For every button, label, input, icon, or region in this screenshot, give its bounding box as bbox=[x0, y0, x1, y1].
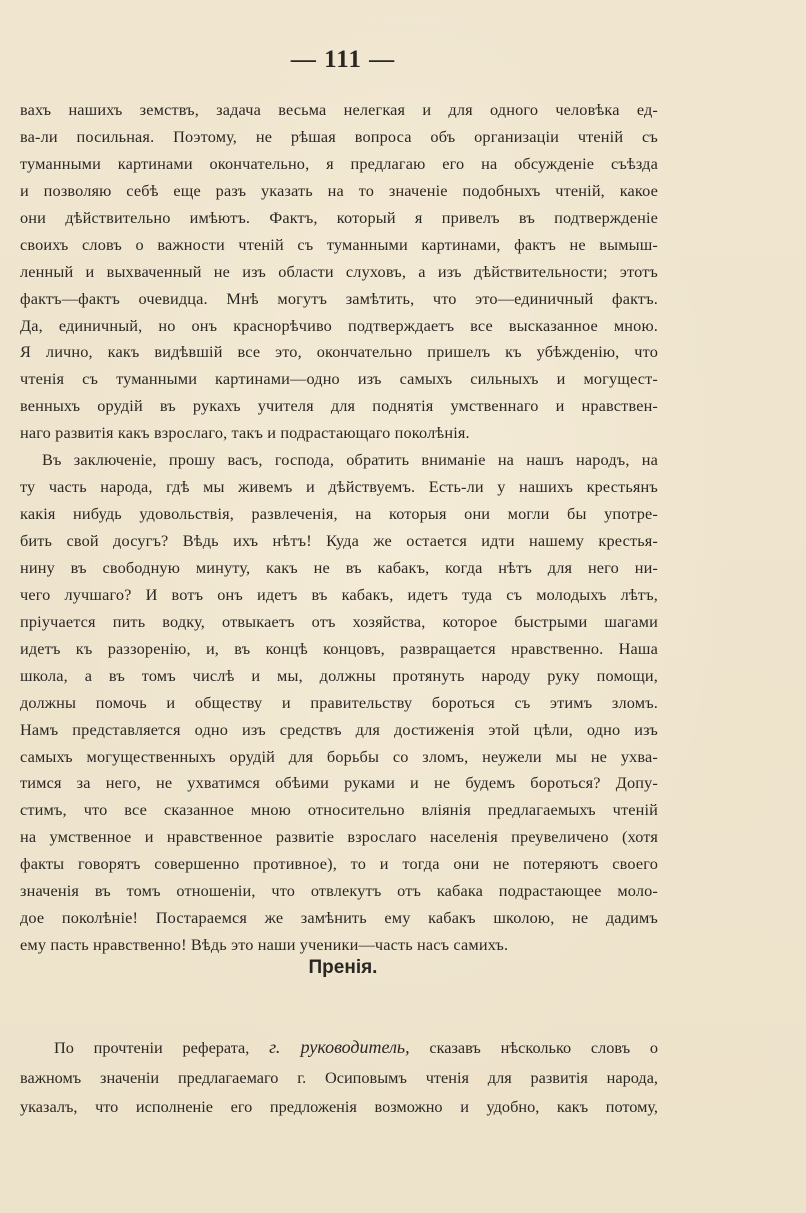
text-line: дое поколѣнiе! Постараемся же замѣнить ему кабакъ школою, не дадимъ bbox=[20, 908, 658, 928]
text-line: ему пасть нравственно! Вѣдь это наши ученики—часть насъ самихъ. bbox=[20, 935, 509, 955]
text-line: какiя нибудь удовольствiя, развлеченiя, на которыя они могли бы употре- bbox=[20, 504, 658, 524]
text-line: стимъ, что все сказанное мною относительно влiянiя предлагаемыхъ чтенiй bbox=[20, 800, 658, 820]
text-line: идетъ къ раззоренiю, и, въ концѣ концовъ, развращается нравственно. Наша bbox=[20, 638, 658, 658]
text-line: Да, единичный, но онъ краснорѣчиво подтверждаетъ все высказанное мною. bbox=[20, 315, 658, 335]
text-line: нину въ свободную минуту, какъ не въ кабакъ, когда нѣтъ для него ни- bbox=[20, 557, 658, 577]
paragraph-2 bbox=[20, 447, 658, 959]
page-number: — 111 — bbox=[290, 46, 396, 73]
text-line: бить свой досугъ? Вѣдь ихъ нѣтъ! Куда же остается идти нашему крестья- bbox=[20, 531, 658, 550]
text-line: на умственное и нравственное развитiе взрослаго населенiя преувеличено (хотя bbox=[20, 827, 658, 847]
text-line: Я лично, какъ видѣвшiй все это, окончательно пришелъ къ убѣжденiю, что bbox=[20, 342, 658, 362]
text-line: фактъ—фактъ очевидца. Мнѣ могутъ замѣтить, что это—единичный фактъ. bbox=[20, 288, 658, 308]
text-line: чего лучшаго? И вотъ онъ идетъ въ кабакъ, идетъ туда съ молодыхъ лѣтъ, bbox=[20, 584, 658, 604]
text-line: венныхъ орудiй въ рукахъ учителя для поднятiя умственнаго и нравствен- bbox=[20, 396, 658, 416]
text-line: Въ заключенiе, прошу васъ, господа, обратить вниманiе на нашъ народъ, на bbox=[42, 450, 658, 470]
text-line: Намъ представляется одно изъ средствъ для достиженiя этой цѣли, одно изъ bbox=[20, 719, 658, 739]
text-line: указалъ, что исполненiе его предложенiя возможно и удобно, какъ потому, bbox=[20, 1097, 658, 1116]
text-line: факты говорятъ совершенно противное), то и тогда они не потеряютъ своего bbox=[20, 854, 658, 874]
text-line: ва-ли посильная. Поэтому, не рѣшая вопроса объ организацiи чтенiй съ bbox=[20, 126, 658, 146]
text-line: школа, а въ томъ числѣ и мы, должны протянуть народу руку помощи, bbox=[20, 665, 658, 685]
text-line: прiучается пить водку, отвыкаетъ отъ хозяйства, которое быстрыми шагами bbox=[20, 611, 658, 631]
paragraph-3 bbox=[20, 1033, 658, 1122]
paragraph-1 bbox=[20, 97, 658, 447]
text-line: тимся за него, не ухватимся обѣими руками и не будемъ бороться? Допу- bbox=[20, 773, 658, 793]
text-line: своихъ словъ о важности чтенiй съ туманными картинами, фактъ не вымыш- bbox=[20, 234, 658, 254]
text-line: значенiя въ томъ отношенiи, что отвлекутъ отъ кабака подрастающее моло- bbox=[20, 881, 658, 901]
text-line: туманными картинами окончательно, я предлагаю его на обсужденiе съѣзда bbox=[20, 153, 658, 173]
text-line: должны помочь и обществу и правительству бороться съ этимъ зломъ. bbox=[20, 692, 658, 712]
text-line: наго развитiя какъ взрослаго, такъ и подрастающаго поколѣнiя. bbox=[20, 423, 470, 443]
text-fragment: сказавъ нѣсколько словъ о bbox=[429, 1038, 658, 1057]
text-line: вахъ нашихъ земствъ, задача весьма нелегкая и для одного человѣка ед- bbox=[20, 100, 658, 119]
text-line: самыхъ могущественныхъ орудiй для борьбы со зломъ, неужели мы не ухва- bbox=[20, 746, 658, 766]
text-fragment: По прочтенiи реферата, bbox=[54, 1038, 250, 1057]
section-heading: Пренiя. bbox=[308, 957, 378, 978]
text-line: и позволяю себѣ еще разъ указать на то значенiе подобныхъ чтенiй, какое bbox=[20, 180, 658, 200]
text-line bbox=[20, 1033, 658, 1063]
text-line: ту часть народа, гдѣ мы живемъ и дѣйствуемъ. Есть-ли у нашихъ крестьянъ bbox=[20, 477, 658, 497]
italic-speaker-title: г. руководитель, bbox=[269, 1037, 410, 1057]
text-line: они дѣйствительно имѣютъ. Фактъ, который я привелъ въ подтвержденiе bbox=[20, 207, 658, 227]
text-line: ленный и выхваченный не изъ области слуховъ, а изъ дѣйствительности; этотъ bbox=[20, 261, 658, 281]
text-line: важномъ значенiи предлагаемаго г. Осиповымъ чтенiя для развитiя народа, bbox=[20, 1067, 658, 1087]
main-text-block bbox=[20, 97, 658, 959]
text-line: чтенiя съ туманными картинами—одно изъ самыхъ сильныхъ и могущест- bbox=[20, 369, 658, 389]
